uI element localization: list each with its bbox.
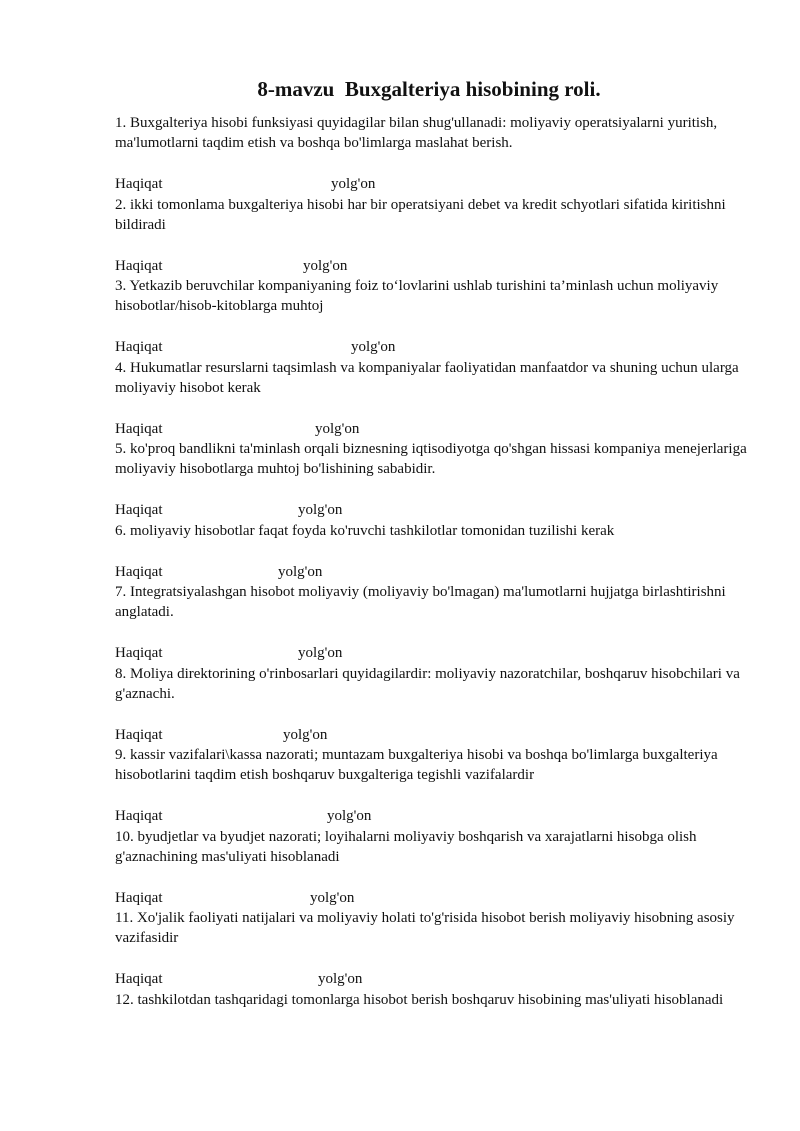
question-item-4 — [115, 358, 747, 439]
answer-true-label: Haqiqat — [115, 808, 163, 824]
answer-false-label: yolg'on — [327, 808, 372, 824]
question-item-11 — [115, 908, 747, 989]
answer-true-label: Haqiqat — [115, 971, 163, 987]
answer-options — [115, 806, 747, 826]
answer-true-label: Haqiqat — [115, 176, 163, 192]
answer-false-label: yolg'on — [303, 258, 348, 274]
answer-options — [115, 337, 747, 357]
answer-false-label: yolg'on — [318, 971, 363, 987]
answer-true-label: Haqiqat — [115, 727, 163, 743]
answer-options — [115, 500, 747, 520]
question-text: 7. Integratsiyalashgan hisobot moliyaviy (moliyaviy bo'lmagan) ma'lumotlarni hujjatga birlashtirishni anglatadi. — [115, 584, 726, 620]
answer-false-label: yolg'on — [298, 502, 343, 518]
answer-options — [115, 888, 747, 908]
question-text: 10. byudjetlar va byudjet nazorati; loyihalarni moliyaviy boshqarish va xarajatlarni hisobga olish g'aznachining mas'uliyati hisoblanadi — [115, 829, 697, 865]
answer-false-label: yolg'on — [331, 176, 376, 192]
answer-false-label: yolg'on — [283, 727, 328, 743]
answer-false-label: yolg'on — [310, 890, 355, 906]
question-text: 11. Xo'jalik faoliyati natijalari va moliyaviy holati to'g'risida hisobot berish moliyaviy hisobning asosiy vazifasidir — [115, 910, 735, 946]
question-item-6 — [115, 521, 747, 582]
answer-options — [115, 419, 747, 439]
question-text: 9. kassir vazifalari\kassa nazorati; muntazam buxgalteriya hisobi va boshqa bo'limlarga buxgalteriya hisobotlarini taqdim etish boshqaruv buxgalteriga tegishli vazifalardir — [115, 747, 718, 783]
answer-options — [115, 256, 747, 276]
question-item-3 — [115, 276, 747, 357]
answer-true-label: Haqiqat — [115, 339, 163, 355]
answer-true-label: Haqiqat — [115, 258, 163, 274]
document-title: 8-mavzu Buxgalteriya hisobining roli. — [257, 77, 601, 101]
question-text: 1. Buxgalteriya hisobi funksiyasi quyidagilar bilan shug'ullanadi: moliyaviy operatsiyalarni yuritish, ma'lumotlarni taqdim etish va boshqa bo'limlarga maslahat berish. — [115, 115, 718, 151]
question-item-9 — [115, 745, 747, 826]
question-item-5 — [115, 439, 747, 520]
question-text: 3. Yetkazib beruvchilar kompaniyaning foiz to‘lovlarini ushlab turishini ta’minlash uchun moliyaviy hisobotlar/hisob-kitoblarga muhtoj — [115, 278, 719, 314]
answer-options — [115, 643, 747, 663]
question-text: 5. ko'proq bandlikni ta'minlash orqali biznesning iqtisodiyotga qo'shgan hissasi kompaniya menejerlariga moliyaviy hisobotlarga muhtoj bo'lishining sababidir. — [115, 441, 747, 477]
question-text: 8. Moliya direktorining o'rinbosarlari quyidagilardir: moliyaviy nazoratchilar, boshqaruv hisobchilari va g'aznachi. — [115, 666, 740, 702]
answer-options — [115, 969, 747, 989]
answer-true-label: Haqiqat — [115, 645, 163, 661]
question-item-7 — [115, 582, 747, 663]
question-item-8 — [115, 664, 747, 745]
answer-false-label: yolg'on — [351, 339, 396, 355]
answer-options — [115, 174, 747, 194]
answer-false-label: yolg'on — [278, 564, 323, 580]
answer-true-label: Haqiqat — [115, 421, 163, 437]
question-item-2 — [115, 195, 747, 276]
question-item-1 — [115, 113, 747, 194]
answer-options — [115, 725, 747, 745]
answer-false-label: yolg'on — [315, 421, 360, 437]
question-text: 12. tashkilotdan tashqaridagi tomonlarga hisobot berish boshqaruv hisobining mas'uliyati hisoblanadi — [115, 992, 724, 1008]
question-text: 4. Hukumatlar resurslarni taqsimlash va kompaniyalar faoliyatidan manfaatdor va shuning uchun ularga moliyaviy hisobot kerak — [115, 360, 739, 396]
question-item-12 — [115, 990, 747, 1010]
answer-false-label: yolg'on — [298, 645, 343, 661]
question-item-10 — [115, 827, 747, 908]
answer-true-label: Haqiqat — [115, 564, 163, 580]
question-text: 2. ikki tomonlama buxgalteriya hisobi har bir operatsiyani debet va kredit schyotlari sifatida kiritishni bildiradi — [115, 197, 726, 233]
answer-options — [115, 562, 747, 582]
answer-true-label: Haqiqat — [115, 890, 163, 906]
question-text: 6. moliyaviy hisobotlar faqat foyda ko'ruvchi tashkilotlar tomonidan tuzilishi kerak — [115, 523, 615, 539]
answer-true-label: Haqiqat — [115, 502, 163, 518]
